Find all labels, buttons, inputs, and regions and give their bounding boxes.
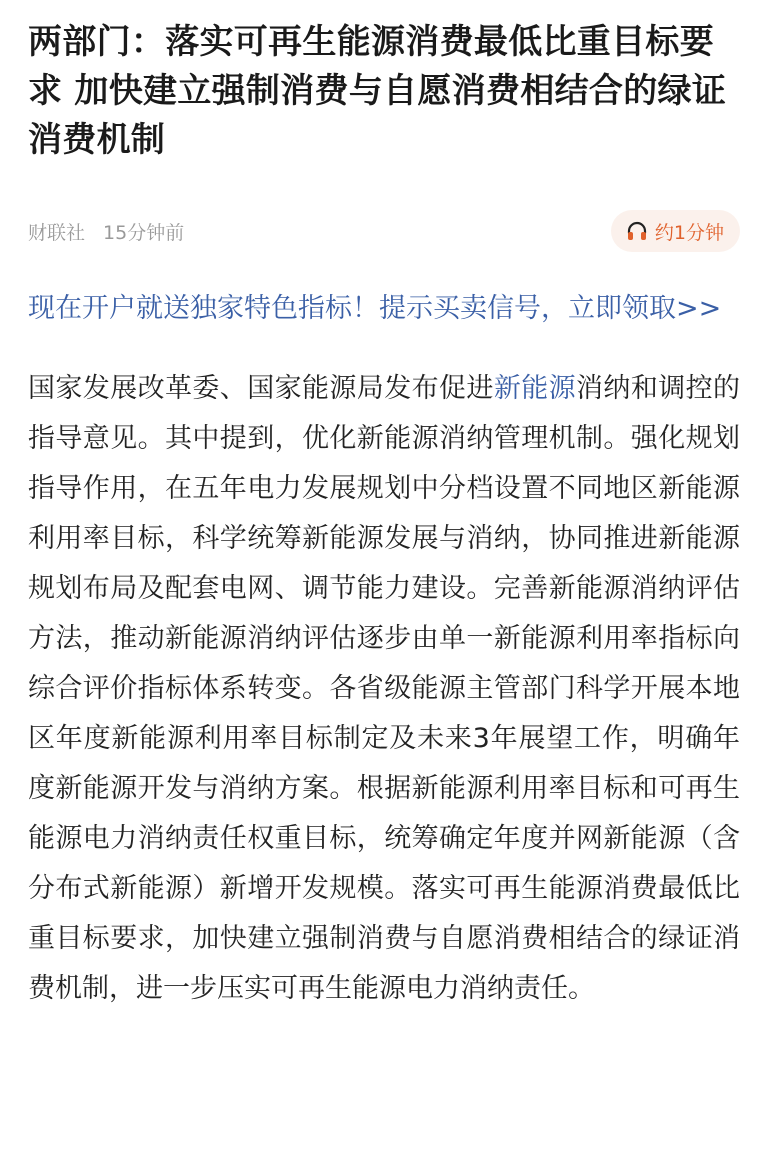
article-title: 两部门：落实可再生能源消费最低比重目标要求 加快建立强制消费与自愿消费相结合的绿证消费机制 <box>28 22 727 160</box>
article-time: 15分钟前 <box>103 221 185 244</box>
listen-duration-label: 约1分钟 <box>654 221 724 244</box>
article-meta <box>28 210 740 252</box>
keyword-link-new-energy[interactable]: 新能源 <box>493 373 577 404</box>
headphones-icon <box>625 219 649 243</box>
promo-link[interactable]: 现在开户就送独家特色指标！提示买卖信号，立即领取>> <box>28 293 722 324</box>
listen-button[interactable] <box>611 210 740 252</box>
body-text-rest: 消纳和调控的指导意见。其中提到，优化新能源消纳管理机制。强化规划指导作用，在五年电力发展规划中分档设置不同地区新能源利用率目标，科学统筹新能源发展与消纳，协同推进新能源规划布局及配套电网、调节能力建设。完善新能源消纳评估方法，推动新能源消纳评估逐步由单一新能源利用率指标向综合评价指标体系转变。各省级能源主管部门科学开展本地区年度新能源利用率目标制定及未来3年展望工作，明确年度新能源开发与消纳方案。根据新能源利用率目标和可再生能源电力消纳责任权重目标，统筹确定年度并网新能源（含分布式新能源）新增开发规模。落实可再生能源消费最低比重目标要求，加快建立强制消费与自愿消费相结合的绿证消费机制，进一步压实可再生能源电力消纳责任。 <box>28 373 741 1004</box>
article-source: 财联社 <box>28 221 86 244</box>
article-body <box>28 364 740 1014</box>
body-text-start: 国家发展改革委、国家能源局发布促进 <box>28 373 494 404</box>
